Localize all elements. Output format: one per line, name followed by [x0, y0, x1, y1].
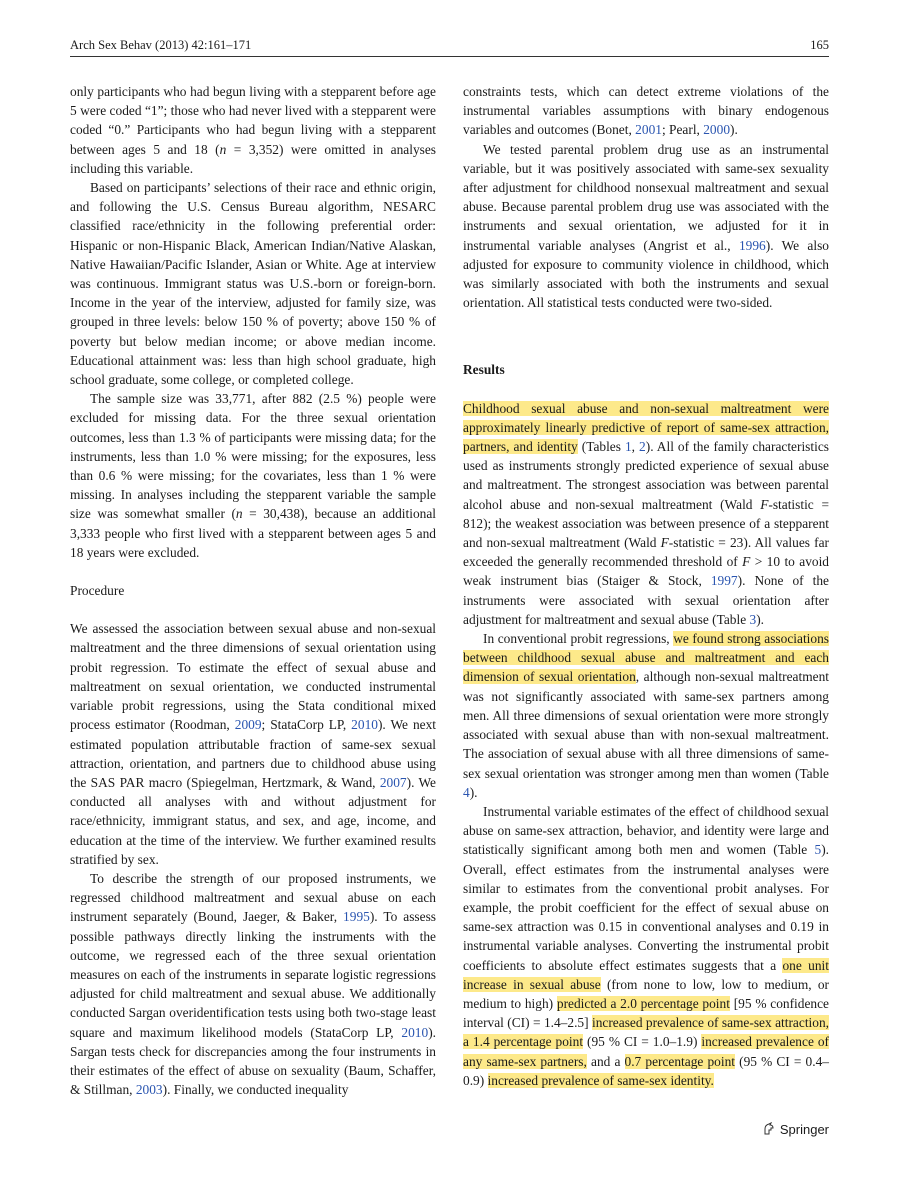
page-number: 165 — [810, 38, 829, 52]
table-link[interactable]: 4 — [463, 784, 470, 800]
paragraph: constraints tests, which can detect extreme violations of the instrumental variables assumptions with binary endogenous variables and outcomes (Bonet, 2001; Pearl, 2000). — [463, 84, 829, 138]
left-column — [70, 82, 436, 1099]
citation-link[interactable]: 2007 — [379, 774, 407, 790]
springer-horse-icon — [762, 1122, 776, 1136]
highlight: 0.7 percentage point — [624, 1053, 736, 1069]
table-link[interactable]: 3 — [749, 611, 757, 627]
journal-citation: Arch Sex Behav (2013) 42:161–171 — [70, 38, 252, 52]
citation-link[interactable]: 1997 — [710, 573, 738, 589]
paragraph: Childhood sexual abuse and non-sexual maltreatment were approximately linearly predictive of report of same-sex attraction, partners, and identity (Tables 1, 2). All of the family characteristics used as instruments strongly predicted experience of sexual abuse and maltreatment. The strongest association was between parental alcohol abuse and non-sexual maltreatment (Wald F-statistic = 812); the weakest association was between presence of a stepparent and non-sexual maltreatment (Wald F-statistic = 23). All values far exceeded the generally recommended threshold of F > 10 to avoid weak instrument bias (Staiger & Stock, 1997). None of the instruments were associated with sexual orientation after adjustment for maltreatment and sexual abuse (Table 3). — [463, 400, 830, 627]
citation-link[interactable]: 2000 — [703, 122, 731, 138]
citation-link[interactable]: 2001 — [635, 122, 662, 138]
highlight: increased prevalence of same-sex identity. — [487, 1072, 714, 1088]
citation-link[interactable]: 2003 — [135, 1082, 163, 1098]
paragraph: The sample size was 33,771, after 882 (2.5 %) people were excluded for missing data. For the three sexual orientation outcomes, less than 1.3 % of participants were missing data; for the instruments, less than 1.0 % were missing; for the exposures, less than 0.6 % were missing; for the covariates, less than 1 % were missing. In analyses including the stepparent variable the sample size was somewhat smaller (n = 30,438), because an additional 3,333 people who first lived with a stepparent between ages 5 and 18 years were excluded. — [70, 391, 436, 560]
table-link[interactable]: 1 — [624, 439, 632, 455]
citation-link[interactable]: 1996 — [738, 237, 766, 253]
section-heading-procedure: Procedure — [70, 583, 125, 599]
paragraph: Instrumental variable estimates of the effect of childhood sexual abuse on same-sex attraction, behavior, and identity were large and statistically significant among both men and women (Table 5). Overall, effect estimates from the instrumental analyses were similar to estimates from the conventional probit analyses. For example, the probit coefficient for the effect of sexual abuse on same-sex attraction was 0.15 in conventional analyses and 0.19 in instrumental variable analyses. Converting the instrumental probit coefficients to absolute effect estimates suggests that a one unit increase in sexual abuse (from none to low, low to medium, or medium to high) predicted a 2.0 percentage point [95 % confidence interval (CI) = 1.4–2.5] increased prevalence of same-sex attraction, a 1.4 percentage point (95 % CI = 1.0–1.9) increased prevalence of any same-sex partners, and a 0.7 percentage point (95 % CI = 0.4–0.9) increased prevalence of same-sex identity. — [463, 803, 829, 1088]
section-heading-results: Results — [463, 362, 505, 378]
paragraph: We assessed the association between sexual abuse and non-sexual maltreatment and the three dimensions of sexual orientation using probit regression. To estimate the effect of sexual abuse and maltreatment on sexual orientation, we conducted instrumental variable probit regressions, using the Stata conditional mixed process estimator (Roodman, 2009; StataCorp LP, 2010). We next estimated population attributable fraction of same-sex sexual attraction, orientation, and partners due to childhood abuse using the SAS PAR macro (Spiegelman, Hertzmark, & Wand, 2007). We conducted all analyses with and without adjustment for race/ethnicity, immigrant status, and sex, and age, income, and education at the time of the interview. We further examined results stratified by sex. — [70, 621, 437, 867]
citation-link[interactable]: 2010 — [351, 717, 378, 733]
paragraph: Based on participants’ selections of their race and ethnic origin, and following the U.S. Census Bureau algorithm, NESARC classified race/ethnicity in the following preferential order: Hispanic or non-Hispanic Black, American Indian/Native Alaskan, Native Hawaiian/Pacific Islander, Asian or White. Age at interview was continuous. Immigrant status was U.S.-born or foreign-born. Income in the year of the interview, adjusted for family size, was grouped in three levels: below 150 % of poverty; above 150 % of poverty but below median income; or above median income. Educational attainment was: less than high school graduate, high school graduate, some college, or completed college. — [70, 180, 436, 388]
citation-link[interactable]: 2009 — [234, 717, 262, 733]
highlight: we found strong associations between childhood sexual abuse and maltreatment and each dimension of sexual orientation — [463, 631, 829, 685]
table-link[interactable]: 2 — [639, 439, 646, 455]
highlight: predicted a 2.0 percentage point — [556, 995, 730, 1011]
publisher-name: Springer — [779, 1122, 829, 1137]
highlight: increased prevalence of same-sex attraction, a 1.4 percentage point — [463, 1015, 829, 1050]
paragraph: In conventional probit regressions, we found strong associations between childhood sexual abuse and maltreatment and each dimension of sexual orientation, although non-sexual maltreatment was not significantly associated with same-sex partners among men. All three dimensions of sexual orientation were more strongly associated with sexual abuse than with non-sexual maltreatment. The association of sexual abuse with all three dimensions of same-sex sexual orientation was stronger among men than women (Table 4). — [463, 631, 829, 800]
right-column — [463, 82, 829, 1090]
highlight: one unit increase in sexual abuse — [463, 957, 829, 992]
paragraph: We tested parental problem drug use as an instrumental variable, but it was positively associated with same-sex sexuality after adjustment for childhood nonsexual maltreatment and sexual abuse. Because parental problem drug use was associated with the instruments and sexual orientation, we adjusted for it in instrumental variable analyses (Angrist et al., 1996). We also adjusted for exposure to community violence in childhood, which was similarly associated with both the instruments and sexual orientation. All statistical tests conducted were two-sided. — [463, 141, 829, 311]
citation-link[interactable]: 2010 — [401, 1024, 429, 1040]
table-link[interactable]: 5 — [814, 842, 822, 858]
publisher-footer — [762, 1122, 829, 1137]
highlight: increased prevalence of any same-sex partners, — [463, 1034, 829, 1069]
paragraph: only participants who had begun living with a stepparent before age 5 were coded “1”; those who had never lived with a stepparent were coded “0.” Participants who had begun living with a stepparent between ages 5 and 18 (n = 3,352) were omitted in analyses including this variable. — [70, 84, 437, 176]
citation-link[interactable]: 1995 — [343, 909, 370, 925]
highlight: Childhood sexual abuse and non-sexual maltreatment were approximately linearly predictive of report of same-sex attraction, partners, and identity — [463, 400, 829, 455]
paragraph: To describe the strength of our proposed instruments, we regressed childhood maltreatment and sexual abuse on each instrument separately (Bound, Jaeger, & Baker, 1995). To assess possible pathways directly linking the instruments with the outcome, we regressed each of the three sexual orientation measures on each of the instruments in separate logistic regressions adjusted for child maltreatment and sexual abuse. We additionally conducted Sargan overidentification tests using both two-stage least square and maximum likelihood models (StataCorp LP, 2010). Sargan tests check for discrepancies among the four instruments in their estimates of the effect of abuse on sexuality (Baum, Schaffer, & Stillman, 2003). Finally, we conducted inequality — [70, 870, 436, 1098]
running-header — [70, 38, 829, 57]
